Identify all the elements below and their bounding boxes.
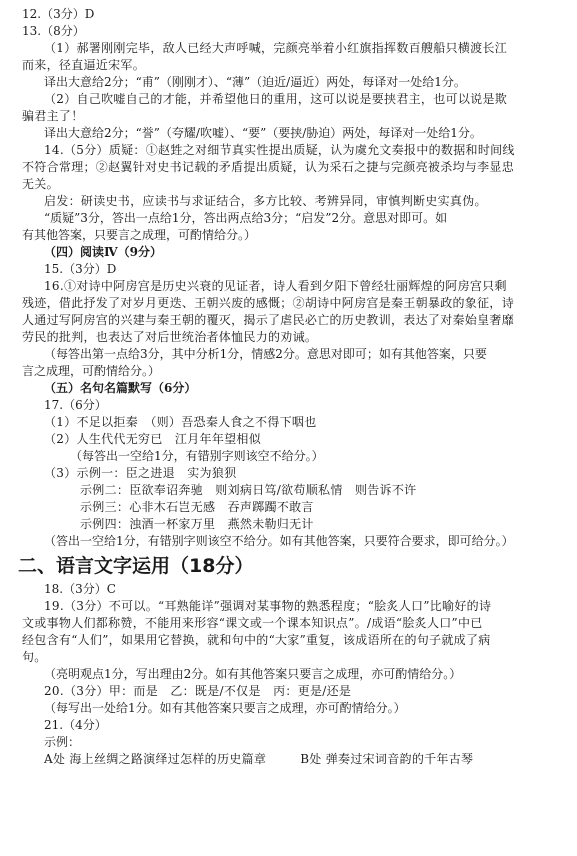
- q13-part2-text-cont: 骗君主了！: [22, 109, 84, 123]
- q14-answer-cont1: 不符合常理；②赵翼针对史书记载的矛盾提出质疑，认为采石之捷与完颜亮被杀均与李显忠: [22, 160, 515, 174]
- section-reading-4-heading: （四）阅读Ⅳ（9分）: [44, 245, 162, 259]
- q17-scoring-1: （每答出一空给1分，有错别字则该空不给分。）: [70, 449, 324, 463]
- q17-part3-example3: 示例三：心非木石岂无感 吞声踯躅不敢言: [80, 500, 314, 514]
- q14-answer: 14.（5分）质疑：①赵甡之对细节真实性提出质疑，认为虞允文奏报中的数据和时间线: [44, 143, 515, 157]
- q13-part2-text: （2）自己吹嘘自己的才能，并希望他日的重用，这可以说是要挟君主，也可以说是欺: [44, 92, 508, 106]
- q16-answer-cont1: 残迹，借此抒发了对岁月更迭、王朝兴废的感慨；②胡诗中阿房宫是秦王朝暴政的象征，诗: [22, 296, 515, 310]
- section-dictation-heading: （五）名句名篇默写（6分）: [44, 381, 197, 395]
- q18-answer: 18.（3分）C: [44, 582, 116, 596]
- q16-answer-cont3: 劳民的批判，也表达了对后世统治者体恤民力的劝诫。: [22, 330, 318, 344]
- q17-part1: （1）不足以拒秦 （则）吾恐秦人食之不得下咽也: [44, 415, 317, 429]
- q19-answer: 19.（3分）不可以。“耳熟能详”强调对某事物的熟悉程度；“脍炙人口”比喻好的诗: [44, 599, 492, 613]
- q16-scoring-cont: 言之成理，可酌情给分。）: [22, 364, 161, 378]
- q21-header: 21.（4分）: [44, 718, 107, 732]
- q14-scoring-cont: 有其他答案，只要言之成理，可酌情给分。）: [22, 228, 257, 242]
- q19-answer-cont2: 经包含有“人们”，如果用它替换，就和句中的“大家”重复，该成语所在的句子就成了病: [22, 633, 491, 647]
- q17-part3-example4: 示例四：浊酒一杯家万里 燕然未勒归无计: [80, 517, 314, 531]
- q16-scoring: （每答出第一点给3分，其中分析1分，情感2分。意思对即可；如有其他答案，只要: [44, 347, 487, 361]
- q14-answer-cont2: 无关。: [22, 177, 59, 191]
- q20-scoring: （每写出一处给1分。如有其他答案只要言之成理，亦可酌情给分。）: [44, 701, 406, 715]
- q17-part2: （2）人生代代无穷已 江月年年望相似: [44, 432, 262, 446]
- q17-header: 17.（6分）: [44, 398, 107, 412]
- q20-answer: 20.（3分）甲：而是 乙：既是/不仅是 丙：更是/还是: [44, 684, 352, 698]
- q13-part1-text-cont: 而来，径直逼近宋军。: [22, 58, 146, 72]
- q19-answer-cont1: 文或事物人们都称赞，不能用来形容“课文或一个课本知识点”。/成语“脍炙人口”中已: [22, 616, 483, 630]
- q15-answer: 15.（3分）D: [44, 262, 117, 276]
- q13-part1-scoring: 译出大意给2分；“甫”（刚刚才）、“薄”（迫近/逼近）两处，每译对一处给1分。: [44, 75, 466, 89]
- q16-answer: 16.①对诗中阿房宫是历史兴衰的见证者，诗人看到夕阳下曾经壮丽辉煌的阿房宫只剩: [44, 279, 507, 293]
- q19-answer-cont3: 句。: [22, 650, 47, 664]
- q17-part3-example1: （3）示例一：臣之进退 实为狼狈: [44, 466, 237, 480]
- q14-inspiration: 启发：研读史书，应读书与求证结合，多方比较、考辨异同，审慎判断史实真伪。: [44, 194, 487, 208]
- section-2-heading: 二、语言文字运用（18分）: [18, 555, 254, 577]
- q21-example-line: [22, 751, 563, 768]
- q17-part3-example2: 示例二：臣欲奉诏奔驰 则刘病日笃/欲苟顺私情 则告诉不许: [80, 483, 417, 497]
- q13-part2-scoring: 译出大意给2分；“誉”（夸耀/吹嘘）、“要”（要挟/胁迫）两处，每译对一处给1分。: [44, 126, 482, 140]
- q17-scoring-2: （答出一空给1分，有错别字则该空不给分。如有其他答案，只要符合要求，即可给分。）: [44, 534, 514, 548]
- q14-scoring: “质疑”3分，答出一点给1分，答出两点给3分；“启发”2分。意思对即可。如: [44, 211, 448, 225]
- q21-example-b: B处 弹奏过宋词音韵的千年古琴: [300, 752, 474, 766]
- q21-example-a: A处 海上丝绸之路演绎过怎样的历史篇章: [44, 752, 267, 766]
- q13-header: 13.（8分）: [22, 24, 85, 38]
- q16-answer-cont2: 人通过写阿房宫的兴建与秦王朝的覆灭，揭示了虐民必亡的历史教训，表达了对秦始皇奢靡: [22, 313, 515, 327]
- q19-scoring: （亮明观点1分，写出理由2分。如有其他答案只要言之成理，亦可酌情给分。）: [44, 667, 462, 681]
- q12-answer: 12.（3分）D: [22, 7, 95, 21]
- q13-part1-text: （1）郝署刚刚完毕，敌人已经大声呼喊，完颜亮举着小红旗指挥数百艘船只横渡长江: [44, 41, 508, 55]
- q21-example-label: 示例：: [44, 735, 81, 749]
